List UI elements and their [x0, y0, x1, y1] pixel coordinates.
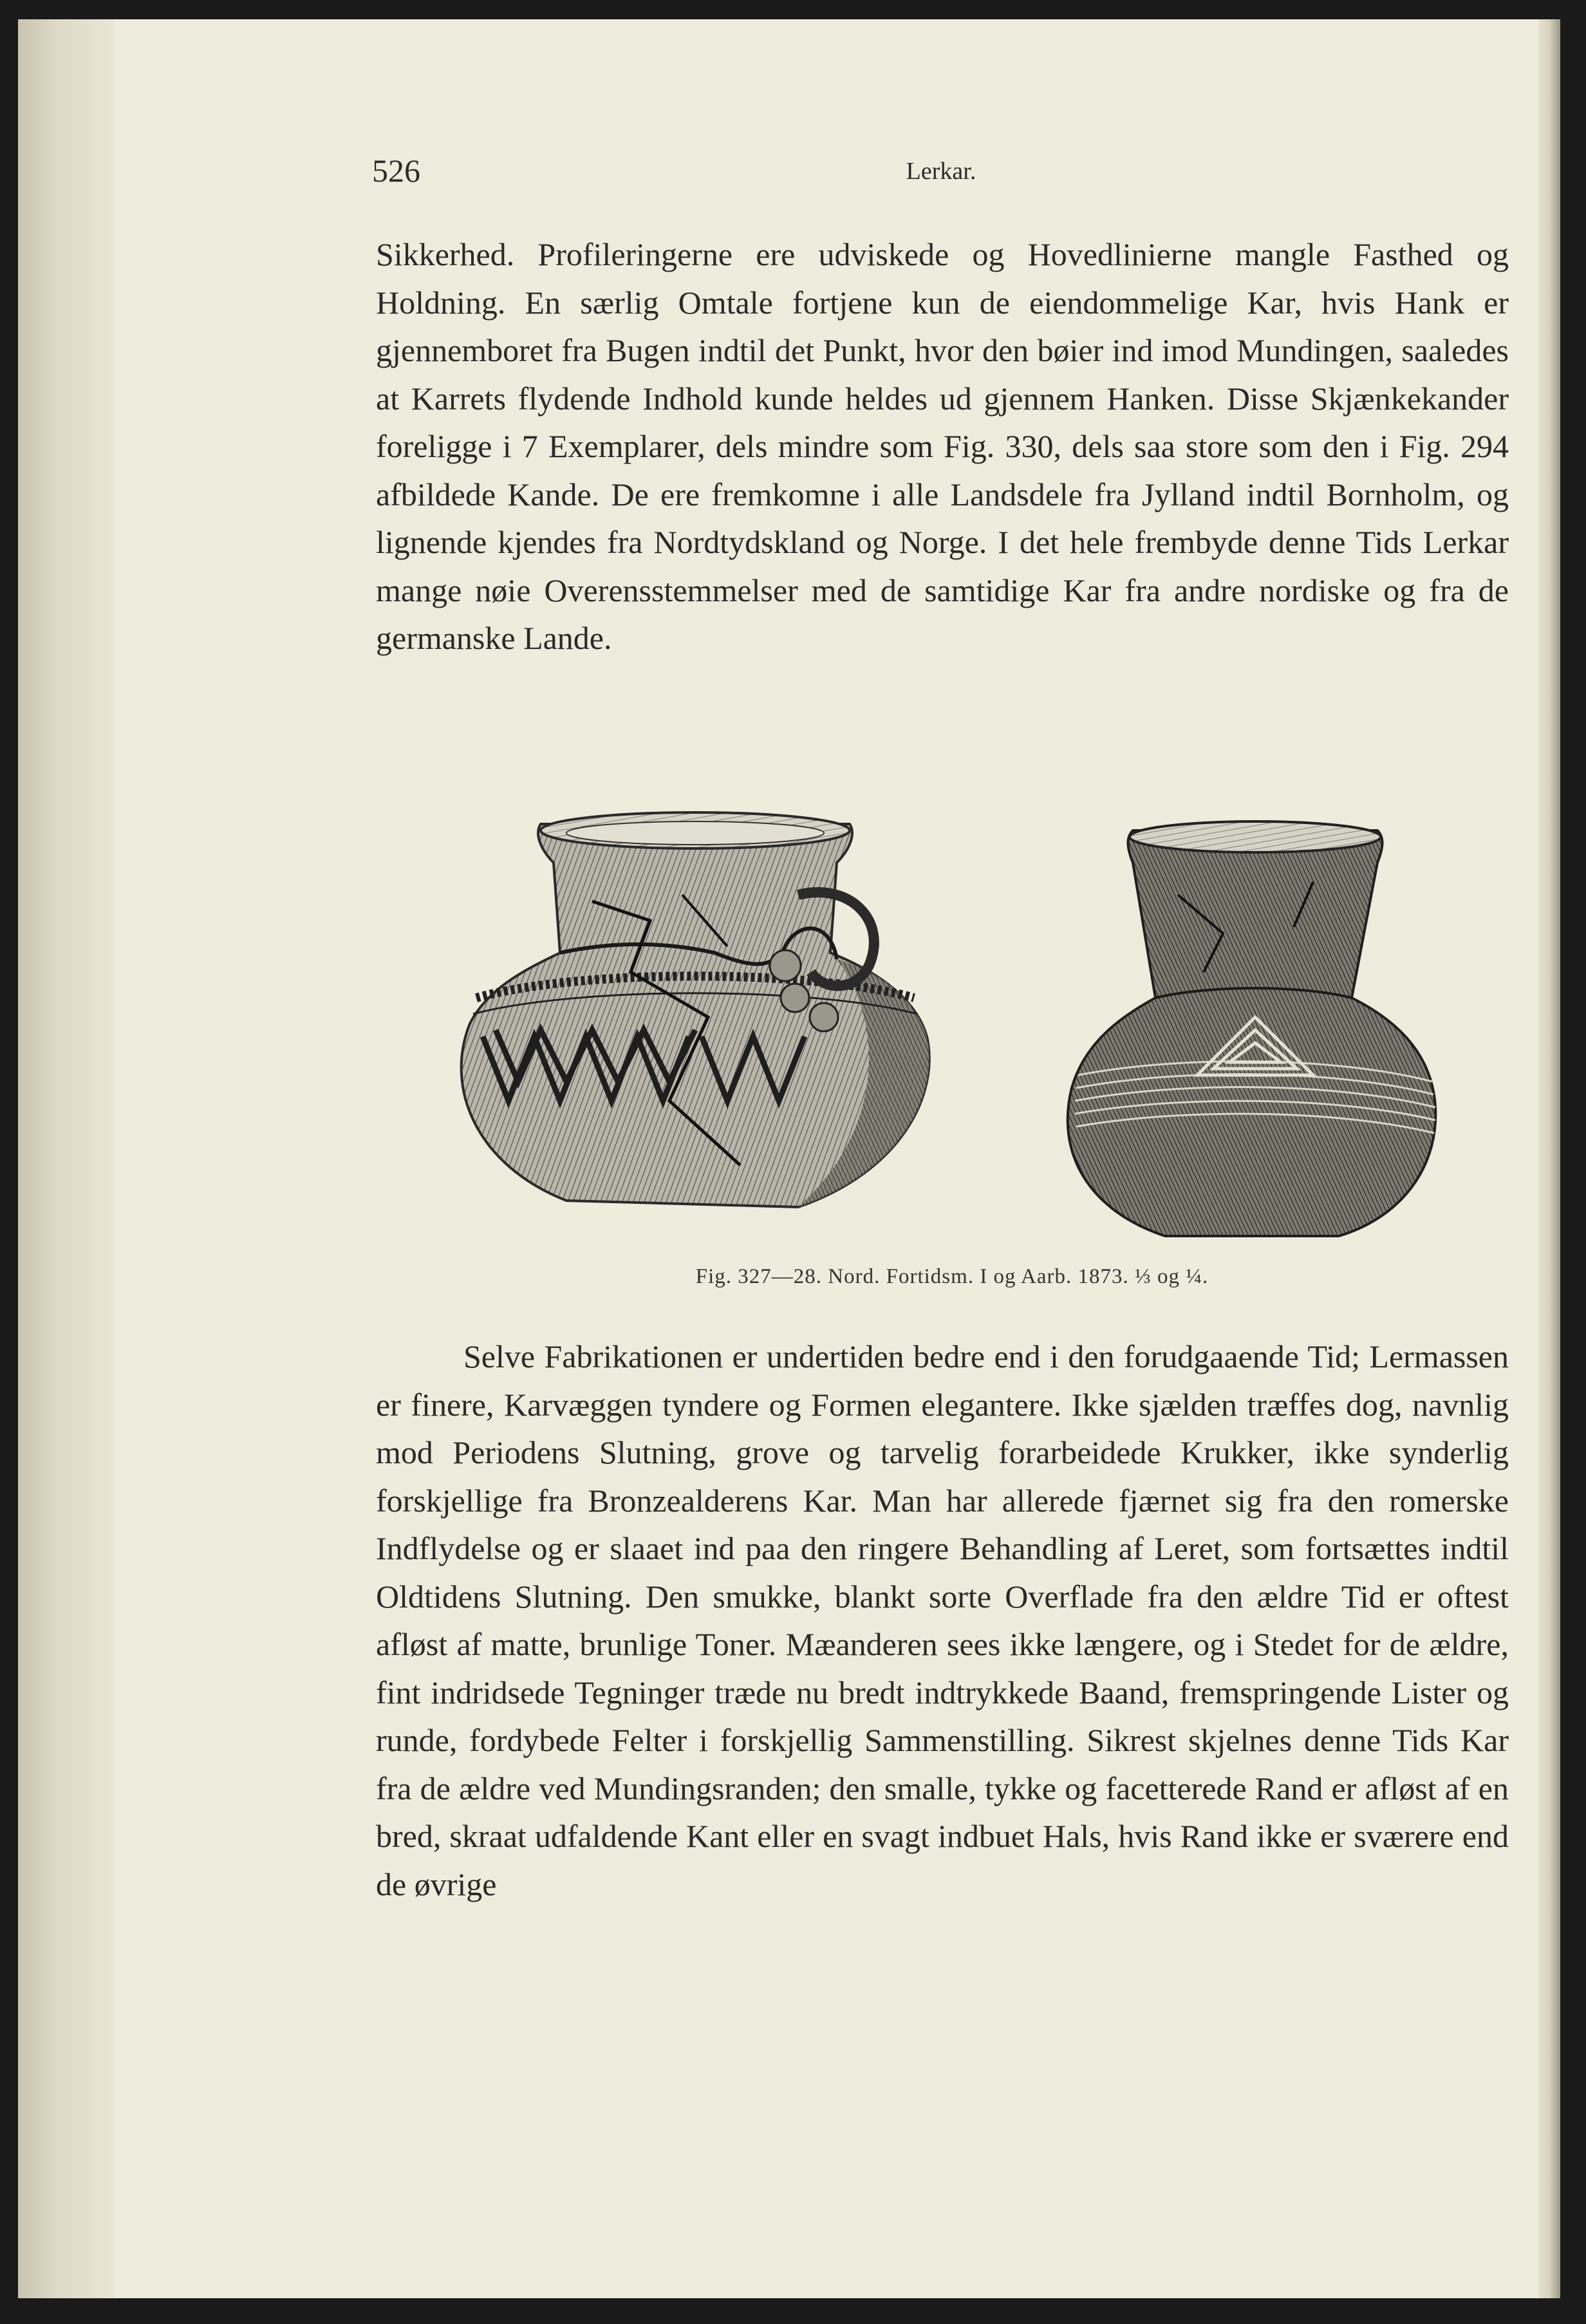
page-edge — [1538, 19, 1560, 2298]
running-title: Lerkar. — [906, 158, 976, 185]
paragraph-1: Sikkerhed. Profileringerne ere udviskede og Hovedlinierne mangle Fasthed og Holdning. En særlig Omtale fortjene kun de eiendommelige Kar, hvis Hank er gjennemboret fra Bugen indtil det Punkt, hvor den bøier ind imod Mundingen, saaledes at Karrets flydende Indhold kunde heldes ud gjennem Hanken. Disse Skjænkekander foreligge i 7 Exemplarer, dels mindre som Fig. 330, dels saa store som den i Fig. 294 afbildede Kande. De ere fremkomne i alle Landsdele fra Jylland indtil Bornholm, og lignende kjendes fra Nordtydskland og Norge. I det hele frembyde denne Tids Lerkar mange nøie Overensstemmelser med de samtidige Kar fra andre nordiske og fra de germanske Lande. — [376, 236, 1509, 656]
pottery-illustration — [438, 805, 1442, 1294]
left-vessel — [462, 812, 929, 1207]
figure-pottery-engraving — [438, 805, 1442, 1294]
right-vessel — [1068, 821, 1436, 1236]
page-gutter — [18, 19, 115, 2298]
paragraph-2: Selve Fabrikationen er undertiden bedre end i den forudgaaende Tid; Lermassen er finere, Karvæggen tyndere og Formen elegantere. Ikke sjælden træffes dog, navnlig mod Periodens Slutning, grove og tarvelig forarbeidede Krukker, ikke synderlig forskjellige fra Bronzealderens Kar. Man har allerede fjærnet sig fra den romerske Indflydelse og er slaaet ind paa den ringere Behandling af Leret, som fortsættes indtil Oldtidens Slutning. Den smukke, blankt sorte Overflade fra den ældre Tid er oftest afløst af matte, brunlige Toner. Mæanderen sees ikke længere, og i Stedet for de ældre, fint indridsede Tegninger træde nu bredt indtrykkede Baand, fremspringende Lister og runde, fordybede Felter i forskjellig Sammenstilling. Sikrest skjelnes denne Tids Kar fra de ældre ved Mundingsranden; den smalle, tykke og facetterede Rand er afløst af en bred, skraat udfaldende Kant eller en svagt indbuet Hals, hvis Rand ikke er sværere end de øvrige — [376, 1338, 1509, 1902]
figure-caption: Fig. 327—28. Nord. Fortidsm. I og Aarb. 1873. ⅓ og ¼. — [695, 1265, 1209, 1288]
running-head — [372, 152, 1510, 203]
page-number: 526 — [372, 153, 420, 189]
